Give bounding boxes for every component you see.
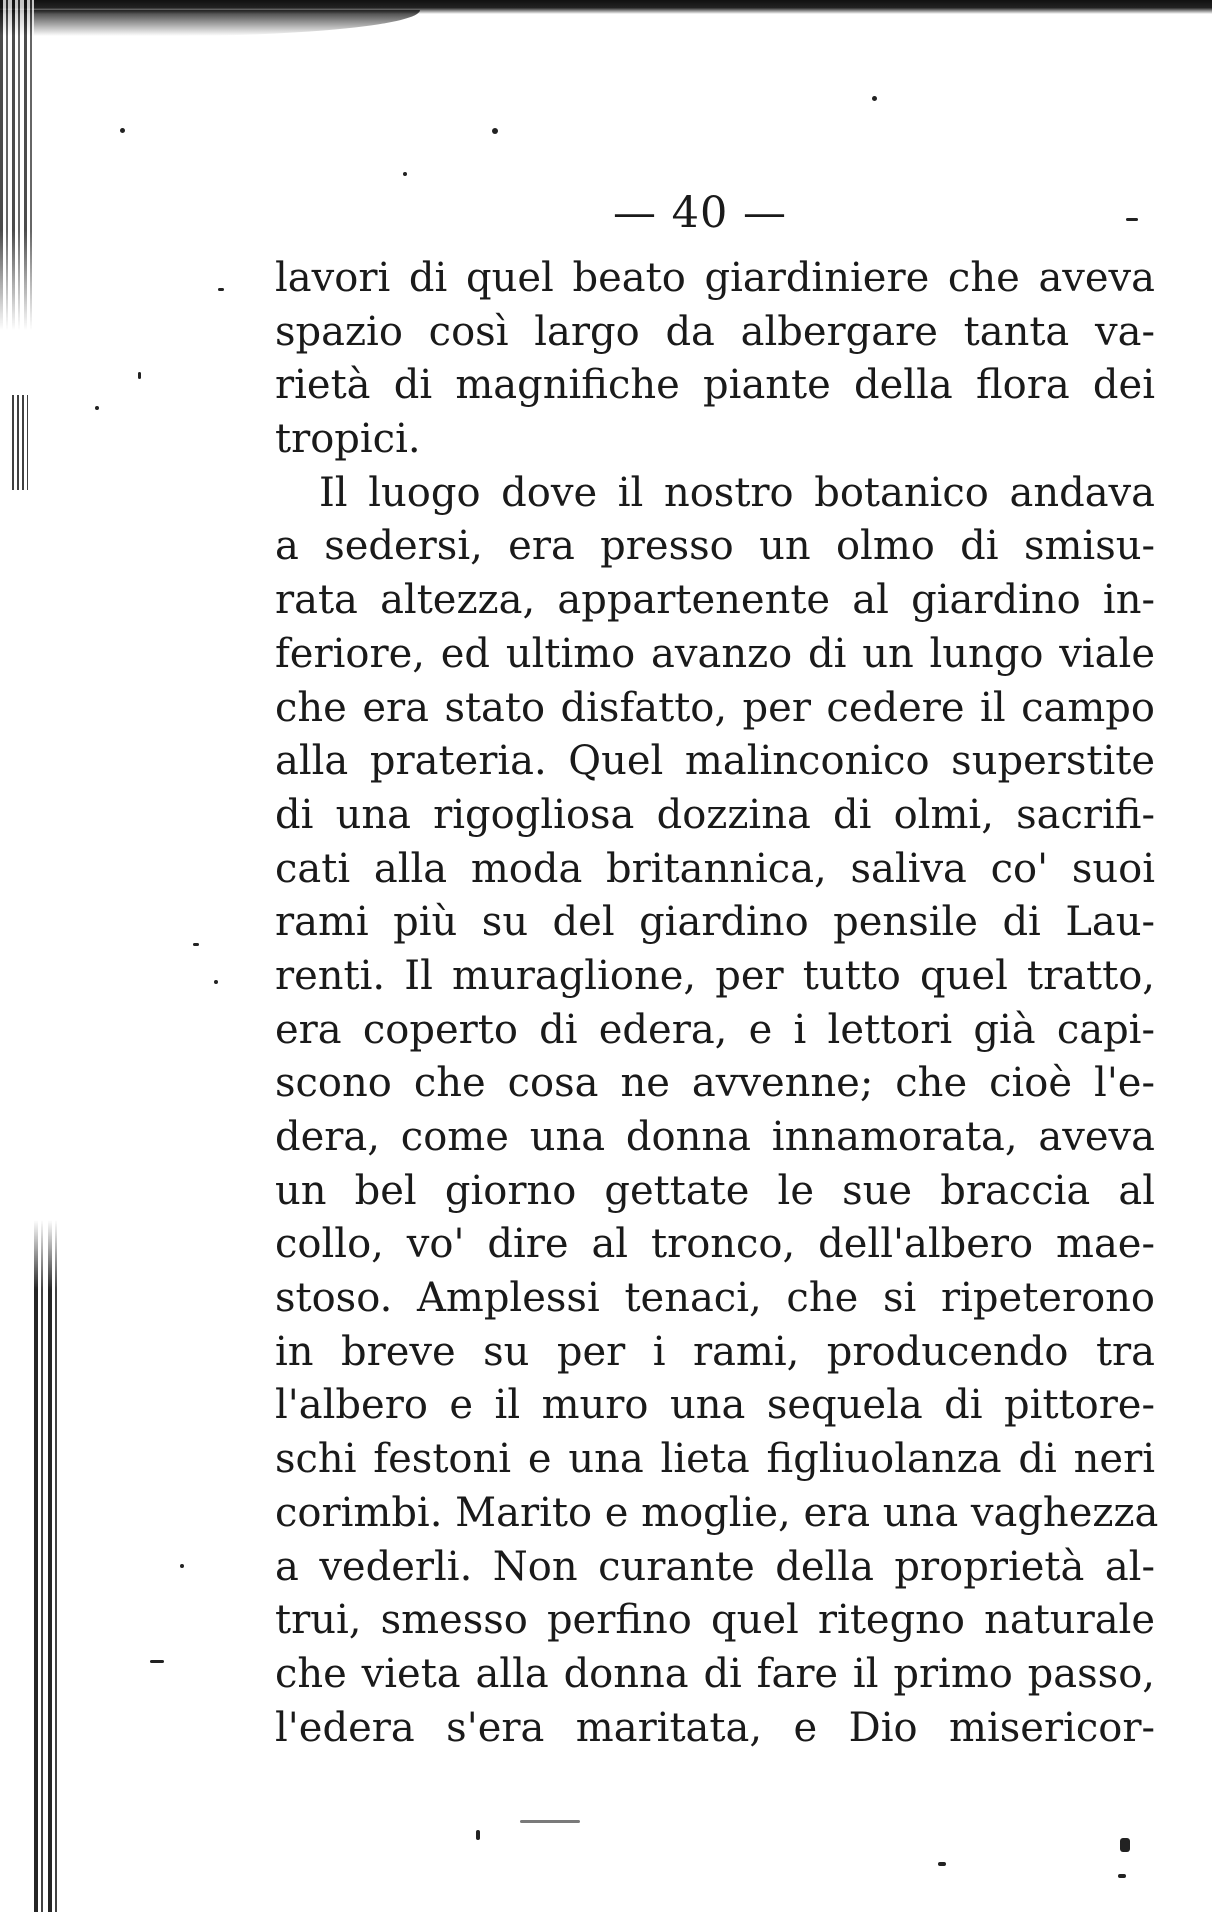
text-line: un bel giorno gettate le sue braccia al	[275, 1167, 1155, 1214]
text-line: l'edera s'era maritata, e Dio misericor-	[275, 1704, 1155, 1751]
text-line: a vederli. Non curante della proprietà al-	[275, 1543, 1155, 1590]
scan-speck	[938, 1862, 946, 1866]
text-line: feriore, ed ultimo avanzo di un lungo viale	[275, 630, 1155, 677]
scan-speck	[214, 980, 218, 984]
text-line: lavori di quel beato giardiniere che aveva	[275, 255, 1155, 301]
scan-speck	[492, 128, 498, 134]
text-line: trui, smesso perfino quel ritegno naturale	[275, 1597, 1155, 1644]
text-line: stoso. Amplessi tenaci, che si ripeterono	[275, 1275, 1155, 1322]
body-text	[275, 252, 1159, 1755]
scan-speck	[872, 96, 877, 101]
scan-speck	[1118, 1874, 1126, 1878]
text-line: tropici.	[275, 416, 421, 463]
scan-speck	[476, 1830, 480, 1840]
text-line: schi festoni e una lieta figliuolanza di neri	[275, 1436, 1155, 1483]
text-line: in breve su per i rami, producendo tra	[275, 1328, 1155, 1375]
scan-left-mark	[12, 395, 28, 490]
scan-speck	[403, 172, 407, 176]
scan-left-edge-bottom	[34, 1220, 62, 1912]
text-line: rata altezza, appartenente al giardino in-	[275, 577, 1155, 624]
text-line: scono che cosa ne avvenne; che cioè l'e-	[275, 1060, 1155, 1107]
text-line: Il luogo dove il nostro botanico andava	[319, 469, 1155, 516]
text-line: che era stato disfatto, per cedere il campo	[275, 684, 1155, 731]
scan-speck	[520, 1820, 580, 1823]
scan-speck	[95, 406, 99, 410]
text-line: collo, vo' dire al tronco, dell'albero mae-	[275, 1221, 1155, 1268]
page-number: — 40 —	[612, 188, 788, 238]
text-line: che vieta alla donna di fare il primo passo,	[275, 1650, 1155, 1697]
scan-speck	[193, 943, 199, 946]
scan-left-edge-top	[0, 0, 34, 330]
text-line: a sedersi, era presso un olmo di smisu-	[275, 523, 1155, 570]
scan-speck	[180, 1564, 184, 1568]
text-line: l'albero e il muro una sequela di pittore-	[275, 1382, 1155, 1429]
scan-speck	[150, 1660, 164, 1663]
scan-speck	[1126, 218, 1138, 221]
text-line: dera, come una donna innamorata, aveva	[275, 1114, 1155, 1160]
text-line: rami più su del giardino pensile di Lau-	[275, 899, 1155, 946]
text-line: rietà di magnifiche piante della flora dei	[275, 362, 1155, 409]
text-line: corimbi. Marito e moglie, era una vaghezza	[275, 1489, 1159, 1536]
scan-speck	[218, 288, 224, 291]
text-line: alla prateria. Quel malinconico superstite	[275, 738, 1155, 785]
scan-top-smear	[0, 10, 420, 36]
text-line: renti. Il muraglione, per tutto quel tratto,	[275, 952, 1155, 999]
text-line: era coperto di edera, e i lettori già capi-	[275, 1006, 1155, 1053]
scan-speck	[120, 128, 125, 133]
scan-speck	[1120, 1838, 1130, 1852]
text-line: spazio così largo da albergare tanta va-	[275, 308, 1155, 355]
scan-speck	[138, 372, 141, 379]
text-line: di una rigogliosa dozzina di olmi, sacrifi-	[275, 791, 1155, 838]
text-line: cati alla moda britannica, saliva co' suoi	[275, 845, 1155, 892]
